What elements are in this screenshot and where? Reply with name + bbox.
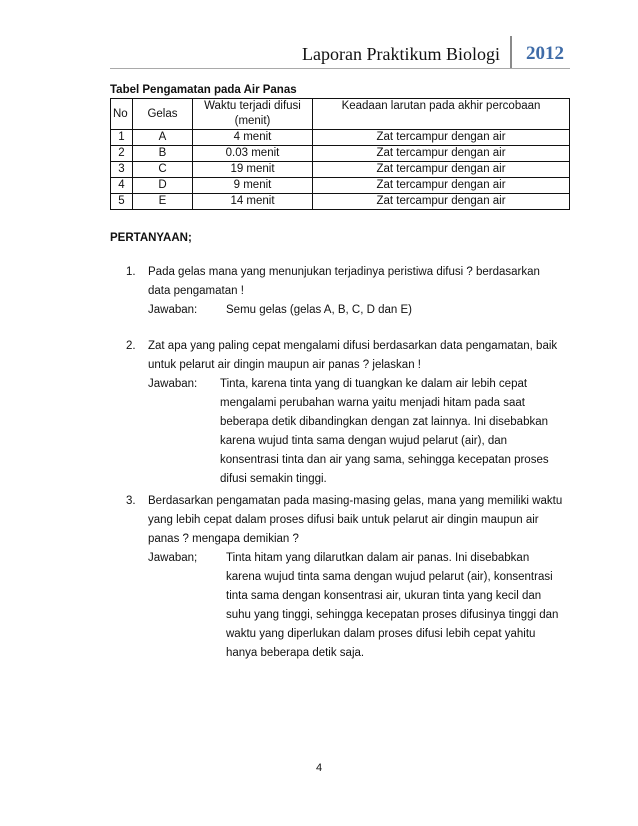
cell-no: 1 — [111, 130, 133, 146]
table-title: Tabel Pengamatan pada Air Panas — [110, 84, 297, 96]
answer-text-line: difusi semakin tinggi. — [220, 473, 327, 485]
answer-text-line: karena wujud tinta sama dengan wujud pelarut (air), dan — [220, 435, 508, 447]
table-row — [111, 146, 570, 162]
answer-text-line: tinta sama dengan konsentrasi air, ukuran tinta yang kecil dan — [226, 590, 542, 602]
col-header-waktu-line1: Waktu terjadi difusi — [204, 100, 301, 112]
question-item — [126, 263, 566, 323]
col-header-waktu-line2: (menit) — [234, 115, 271, 127]
question-item — [126, 492, 566, 662]
cell-keadaan: Zat tercampur dengan air — [313, 130, 570, 146]
page-header — [110, 42, 570, 69]
col-header-keadaan: Keadaan larutan pada akhir percobaan — [313, 99, 570, 130]
observation-table — [110, 98, 570, 210]
cell-gelas: A — [133, 130, 193, 146]
question-item — [126, 337, 566, 485]
cell-gelas: C — [133, 162, 193, 178]
answer-text-line: Tinta hitam yang dilarutkan dalam air panas. Ini disebabkan — [226, 552, 530, 564]
question-number: 2. — [126, 340, 136, 352]
cell-waktu: 19 menit — [193, 162, 313, 178]
table-row — [111, 130, 570, 146]
answer-text-line: mengalami perubahan warna yaitu menjadi hitam pada saat — [220, 397, 525, 409]
col-header-gelas: Gelas — [133, 99, 193, 130]
cell-keadaan: Zat tercampur dengan air — [313, 162, 570, 178]
cell-keadaan: Zat tercampur dengan air — [313, 194, 570, 210]
answer-text-line: hanya beberapa detik saja. — [226, 647, 365, 659]
answer-text-line: Semu gelas (gelas A, B, C, D dan E) — [226, 304, 413, 316]
cell-waktu: 14 menit — [193, 194, 313, 210]
cell-gelas: E — [133, 194, 193, 210]
cell-waktu: 9 menit — [193, 178, 313, 194]
cell-keadaan: Zat tercampur dengan air — [313, 178, 570, 194]
question-text-line: Pada gelas mana yang menunjukan terjadinya peristiwa difusi ? berdasarkan — [148, 266, 540, 278]
cell-no: 5 — [111, 194, 133, 210]
question-text-line: yang lebih cepat dalam proses difusi baik untuk pelarut air dingin maupun air — [148, 514, 539, 526]
col-header-no: No — [111, 99, 133, 130]
question-text-line: Zat apa yang paling cepat mengalami difusi berdasarkan data pengamatan, baik — [148, 340, 558, 352]
header-divider — [510, 36, 512, 68]
report-year: 2012 — [526, 43, 564, 64]
answer-label: Jawaban: — [148, 378, 198, 390]
cell-keadaan: Zat tercampur dengan air — [313, 146, 570, 162]
question-text-line: data pengamatan ! — [148, 285, 244, 297]
cell-no: 3 — [111, 162, 133, 178]
answer-text-line: suhu yang tinggi, sehingga kecepatan proses difusinya tinggi dan — [226, 609, 559, 621]
question-text-line: untuk pelarut air dingin maupun air panas ? jelaskan ! — [148, 359, 421, 371]
cell-waktu: 4 menit — [193, 130, 313, 146]
cell-gelas: D — [133, 178, 193, 194]
col-header-waktu — [193, 99, 313, 130]
question-text-line: panas ? mengapa demikian ? — [148, 533, 299, 545]
answer-label: Jawaban; — [148, 552, 198, 564]
answer-text-line: waktu yang diperlukan dalam proses difusi lebih cepat yahitu — [226, 628, 536, 640]
table-row — [111, 162, 570, 178]
cell-waktu: 0.03 menit — [193, 146, 313, 162]
question-text-line: Berdasarkan pengamatan pada masing-masing gelas, mana yang memiliki waktu — [148, 495, 563, 507]
question-number: 3. — [126, 495, 136, 507]
question-number: 1. — [126, 266, 136, 278]
answer-text-line: konsentrasi tinta dan air yang sama, sehingga kecepatan proses — [220, 454, 549, 466]
page-number: 4 — [315, 762, 323, 774]
answer-text-line: Tinta, karena tinta yang di tuangkan ke dalam air lebih cepat — [220, 378, 528, 390]
questions-heading: PERTANYAAN; — [110, 232, 192, 244]
report-title: Laporan Praktikum Biologi — [302, 44, 500, 64]
cell-no: 2 — [111, 146, 133, 162]
table-row — [111, 194, 570, 210]
answer-text-line: karena wujud tinta sama dengan wujud pelarut (air), konsentrasi — [226, 571, 553, 583]
table-row — [111, 178, 570, 194]
answer-label: Jawaban: — [148, 304, 198, 316]
table-header-row — [111, 99, 570, 130]
cell-no: 4 — [111, 178, 133, 194]
answer-text-line: beberapa detik dibandingkan dengan zat lainnya. Ini disebabkan — [220, 416, 549, 428]
cell-gelas: B — [133, 146, 193, 162]
